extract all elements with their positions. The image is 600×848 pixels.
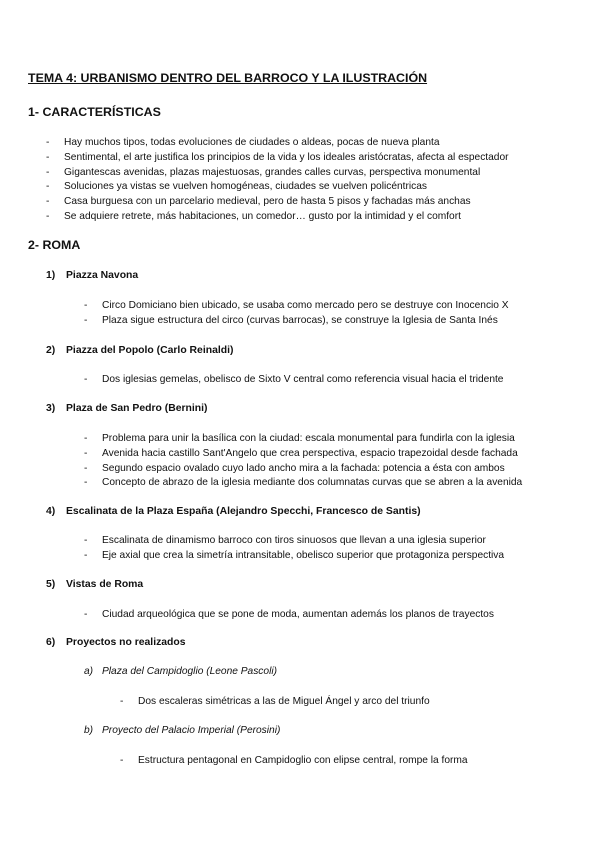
- subsection-title: Vistas de Roma: [66, 579, 144, 590]
- list-item: - Problema para unir la basílica con la ciudad: escala monumental para fundirla con la iglesia: [84, 432, 522, 447]
- subsection-heading: [46, 637, 186, 648]
- list-item: - Estructura pentagonal en Campidoglio con elipse central, rompe la forma: [120, 754, 468, 769]
- list-item: - Sentimental, el arte justifica los principios de la vida y los ideales aristócratas, afecta al espectador: [46, 151, 509, 166]
- subsection-number: 4): [46, 506, 56, 517]
- subsection-title: Piazza Navona: [66, 270, 139, 281]
- palacio-imperial-list: [120, 754, 468, 769]
- list-item: - Eje axial que crea la simetría intransitable, obelisco superior que protagoniza perspectiva: [84, 549, 504, 564]
- plaza-san-pedro-list: [84, 432, 522, 491]
- list-item: - Concepto de abrazo de la iglesia mediante dos columnatas curvas que se abren a la avenida: [84, 476, 522, 491]
- subsection-title: Plaza de San Pedro (Bernini): [66, 403, 208, 414]
- list-item: - Soluciones ya vistas se vuelven homogéneas, ciudades se vuelven policéntricas: [46, 180, 509, 195]
- sub-subsection-heading: [84, 725, 280, 736]
- subsection-heading: [46, 579, 143, 590]
- subsection-title: Escalinata de la Plaza España (Alejandro Specchi, Francesco de Santis): [66, 506, 421, 517]
- campidoglio-list: [120, 695, 430, 710]
- subsection-heading: [46, 403, 207, 414]
- sub-subsection-letter: b): [84, 725, 94, 736]
- list-item: - Hay muchos tipos, todas evoluciones de ciudades o aldeas, pocas de nueva planta: [46, 136, 509, 151]
- piazza-del-popolo-list: [84, 373, 503, 388]
- subsection-number: 5): [46, 579, 56, 590]
- subsection-title: Piazza del Popolo (Carlo Reinaldi): [66, 345, 234, 356]
- subsection-heading: [46, 270, 138, 281]
- list-item: - Casa burguesa con un parcelario medieval, pero de hasta 5 pisos y fachadas más anchas: [46, 195, 509, 210]
- list-item: - Escalinata de dinamismo barroco con tiros sinuosos que llevan a una iglesia superior: [84, 534, 504, 549]
- list-item: - Gigantescas avenidas, plazas majestuosas, grandes calles curvas, perspectiva monumental: [46, 166, 509, 181]
- subsection-number: 3): [46, 403, 56, 414]
- piazza-navona-list: [84, 299, 509, 329]
- sub-subsection-title: Proyecto del Palacio Imperial (Perosini): [102, 725, 281, 736]
- list-item: - Dos iglesias gemelas, obelisco de Sixto V central como referencia visual hacia el tridente: [84, 373, 503, 388]
- list-item: - Segundo espacio ovalado cuyo lado ancho mira a la fachada: potencia a ésta con ambos: [84, 462, 522, 477]
- list-item: - Plaza sigue estructura del circo (curvas barrocas), se construye la Iglesia de Santa Inés: [84, 314, 509, 329]
- document-title: TEMA 4: URBANISMO DENTRO DEL BARROCO Y LA ILUSTRACIÓN: [28, 71, 428, 85]
- subsection-heading: [46, 345, 233, 356]
- list-item: - Circo Domiciano bien ubicado, se usaba como mercado pero se destruye con Inocencio X: [84, 299, 509, 314]
- subsection-heading: [46, 506, 421, 517]
- section-heading-caracteristicas: 1- CARACTERÍSTICAS: [28, 105, 161, 119]
- subsection-number: 6): [46, 637, 56, 648]
- list-item: - Se adquiere retrete, más habitaciones, un comedor… gusto por la intimidad y el comfort: [46, 210, 509, 225]
- escalinata-list: [84, 534, 504, 564]
- subsection-title: Proyectos no realizados: [66, 637, 186, 648]
- list-item: - Ciudad arqueológica que se pone de moda, aumentan además los planos de trayectos: [84, 608, 494, 623]
- list-item: - Dos escaleras simétricas a las de Miguel Ángel y arco del triunfo: [120, 695, 430, 710]
- caracteristicas-list: [46, 136, 509, 225]
- list-item: - Avenida hacia castillo Sant'Angelo que crea perspectiva, espacio trapezoidal desde fachada: [84, 447, 522, 462]
- vistas-roma-list: [84, 608, 494, 623]
- section-heading-roma: 2- ROMA: [28, 238, 81, 252]
- sub-subsection-heading: [84, 666, 277, 677]
- subsection-number: 2): [46, 345, 56, 356]
- sub-subsection-letter: a): [84, 666, 94, 677]
- sub-subsection-title: Plaza del Campidoglio (Leone Pascoli): [102, 666, 277, 677]
- subsection-number: 1): [46, 270, 56, 281]
